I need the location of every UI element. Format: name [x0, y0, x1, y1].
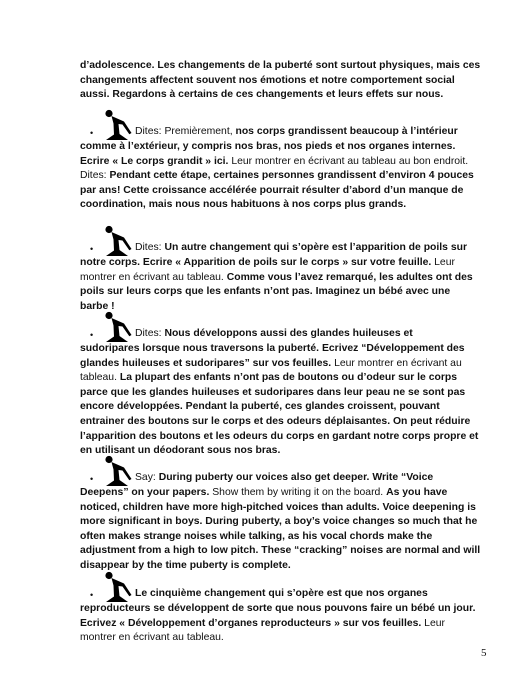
text-run: Le cinquième changement qui s’opère est que nos organes [135, 588, 428, 600]
bullet-marker: • [90, 474, 94, 484]
bullet-item-4 [80, 456, 490, 574]
text-run: montrer en écrivant au tableau. [80, 271, 227, 283]
text-run: sudoripares lorsque nous traversons la puberté. Ecrivez “Développement des [80, 343, 465, 354]
text-run: often makes strange noises while talking, as his vocal chords make the [80, 530, 433, 542]
text-run: more significant in boys. During puberty, a boy’s voice changes so much that he [80, 516, 478, 528]
bullet-marker: • [90, 330, 94, 340]
item-text-line [80, 155, 490, 170]
text-run: reproducteurs se développent de sorte que nous pouvons faire un bébé un jour. [80, 603, 476, 614]
item-text-line [80, 430, 490, 445]
bullet-item-1 [80, 110, 490, 213]
item-text-line [80, 617, 490, 632]
text-run: disappear by the time puberty is complete. [80, 559, 291, 571]
page-number: 5 [481, 647, 487, 659]
item-text-line [80, 184, 490, 199]
text-run: Premièrement, [164, 126, 236, 138]
text-run: Leur [424, 617, 445, 629]
text-run: par ans! Cette croissance accélérée pourrait résulter d’abord d’un manque de [80, 184, 464, 196]
text-run: entrainer des boutons sur le corps et des odeurs déplaisantes. On peut réduire [80, 415, 471, 427]
text-run: notre corps. Ecrire « Apparition de poils sur le corps » sur votre feuille. [80, 257, 435, 268]
text-run: Dites: [135, 328, 165, 340]
item-text-line [80, 271, 490, 286]
item-text-line [80, 631, 490, 646]
intro-line: aussi. Regardons à certains de ces changements et leurs effets sur nous. [80, 89, 444, 101]
text-run: Leur [434, 257, 455, 268]
text-run: poils sur leurs corps que les enfants n’ont pas. Imaginez un bébé avec une [80, 286, 451, 298]
item-text-line [80, 140, 490, 155]
item-text-line [80, 371, 490, 386]
item-text-line [80, 501, 490, 516]
item-first-line-text [135, 471, 433, 486]
item-first-line-text [135, 327, 413, 342]
text-run: During puberty our voices also get deeper. Write “Voice [158, 472, 434, 484]
text-run: Nous développons aussi des glandes huileuses et [164, 328, 413, 340]
bullet-marker: • [90, 590, 94, 600]
text-run: La plupart des enfants n’ont pas de boutons ou d’odeur sur le corps [119, 372, 458, 384]
item-text-line [80, 572, 490, 602]
intro-line: changements affectent souvent nos émotions et notre comportement social [80, 74, 455, 86]
bullet-item-2 [80, 226, 490, 314]
text-run: Comme vous l’avez remarqué, les adultes ont des [226, 271, 473, 283]
stretching-person-icon [104, 571, 134, 603]
item-text-line [80, 415, 490, 430]
stretching-person-icon [104, 455, 134, 487]
item-text-line [80, 226, 490, 256]
text-run: Pendant cette étape, certaines personnes grandissent d’environ 4 pouces [109, 170, 474, 182]
bullet-marker: • [90, 128, 94, 138]
bullet-item-5 [80, 572, 490, 646]
text-run: nos corps grandissent beaucoup à l’intérieur [235, 126, 458, 138]
item-text-line [80, 357, 490, 372]
item-text-line [80, 486, 490, 501]
item-text-line [80, 602, 490, 617]
stretching-person-icon [104, 109, 134, 141]
item-text-line [80, 400, 490, 415]
bullet-item-3 [80, 312, 490, 459]
text-run: comme à l’extérieur, y compris nos bras, nos pieds et nos organes internes. [80, 141, 456, 152]
item-first-line-text [135, 125, 458, 140]
text-run: Say: [135, 472, 159, 484]
text-run: adjustment from a high to low pitch. These “cracking” noises are normal and will [80, 545, 481, 557]
stretching-person-icon [104, 225, 134, 257]
text-run: en utilisant un déodorant sous nos bras. [80, 445, 281, 457]
item-text-line [80, 342, 490, 357]
text-run: barbe ! [80, 300, 115, 312]
item-text-line [80, 456, 490, 486]
stretching-person-icon [104, 311, 134, 343]
text-run: Deepens” on your papers. [80, 487, 213, 498]
text-run: Ecrivez « Développement d’organes reproducteurs » sur vos feuilles. [80, 617, 425, 629]
text-run: Show them by writing it on the board. [212, 487, 387, 498]
item-text-line [80, 515, 490, 530]
item-text-line [80, 530, 490, 545]
text-run: Leur montrer en écrivant au [334, 357, 462, 369]
item-text-line [80, 169, 490, 184]
item-first-line-text [135, 241, 467, 256]
text-run: Dites: [80, 170, 110, 182]
intro-line: d’adolescence. Les changements de la puberté sont surtout physiques, mais ces [80, 60, 481, 71]
item-text-line [80, 386, 490, 401]
item-text-line [80, 198, 490, 213]
text-run: As you have [386, 487, 448, 498]
text-run: Dites: [135, 126, 165, 138]
text-run: encore développées. Pendant la puberté, ces glandes croissent, pouvant [80, 401, 440, 413]
text-run: noticed, children have more high-pitched voices than adults. Voice deepening is [80, 501, 476, 513]
item-text-line [80, 256, 490, 271]
item-text-line [80, 110, 490, 140]
text-run: Leur montrer en écrivant au tableau au bon endroit. [231, 155, 469, 167]
item-text-line [80, 544, 490, 559]
text-run: montrer en écrivant au tableau. [80, 632, 224, 644]
text-run: Ecrire « Le corps grandit » ici. [80, 155, 232, 167]
item-first-line-text [135, 587, 428, 602]
intro-paragraph [80, 59, 488, 103]
text-run: coordination, mais nous nous habituons à nos corps plus grands. [80, 199, 407, 211]
bullet-marker: • [90, 244, 94, 254]
text-run: glandes huileuses et sudoripares” sur vos feuilles. [80, 357, 335, 369]
text-run: parce que les glandes huileuses et sudoripares dans leur peau ne se sont pas [80, 386, 466, 398]
text-run: tableau. [80, 372, 120, 384]
item-text-line [80, 285, 490, 300]
text-run: l’apparition des boutons et les odeurs du corps en gardant notre corps propre et [80, 430, 479, 442]
text-run: Un autre changement qui s’opère est l’apparition de poils sur [164, 242, 467, 254]
item-text-line [80, 312, 490, 342]
text-run: Dites: [135, 242, 165, 254]
